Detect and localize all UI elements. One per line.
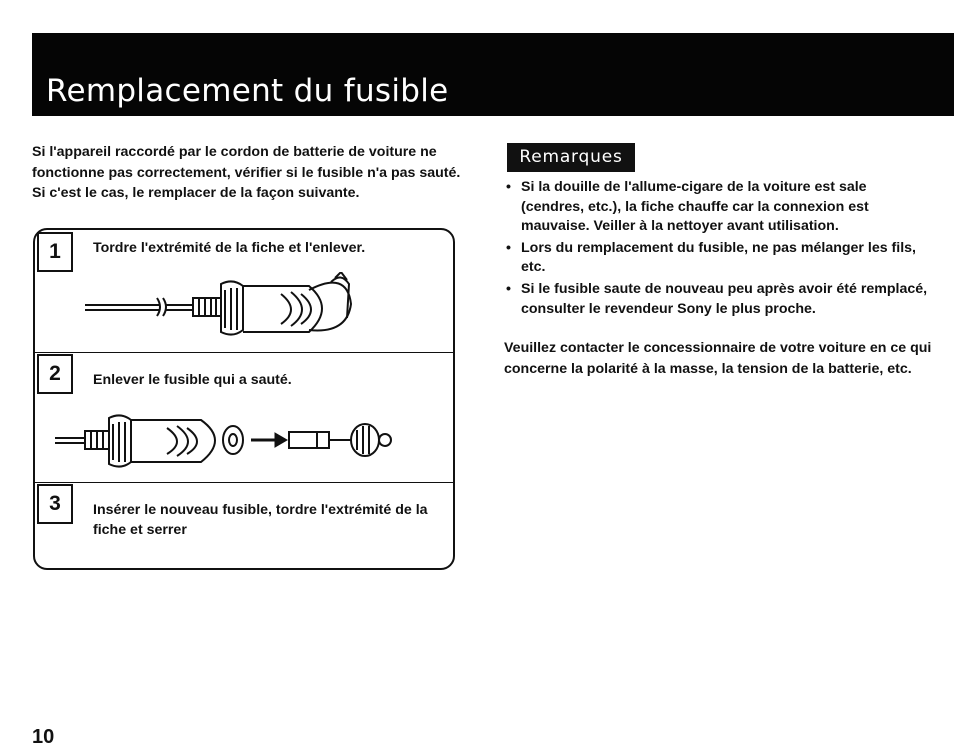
notes-list: [504, 178, 932, 321]
page-number: 10: [32, 726, 55, 748]
note-item: • Si le fusible saute de nouveau peu après avoir été remplacé, consulter le revendeur Sony le plus proche.: [504, 280, 932, 319]
step-divider: [35, 352, 453, 353]
step-1-number: 1: [37, 232, 73, 272]
note-item: • Lors du remplacement du fusible, ne pas mélanger les fils, etc.: [504, 239, 932, 278]
step-divider: [35, 482, 453, 483]
intro-paragraph: Si l'appareil raccordé par le cordon de batterie de voiture ne fonctionne pas correctement, vérifier si le fusible n'a pas sauté. Si c'est le cas, le remplacer de la façon suivante.: [32, 144, 461, 201]
title-bar: [32, 33, 954, 116]
note-item: • Si la douille de l'allume-cigare de la voiture est sale (cendres, etc.), la fiche chauffe car la connexion est mauvaise. Veiller à la nettoyer avant utilisation.: [504, 178, 932, 237]
step-1-text: Tordre l'extrémité de la fiche et l'enlever.: [93, 240, 366, 256]
step-3-text: Insérer le nouveau fusible, tordre l'extrémité de la fiche et serrer: [93, 502, 428, 538]
step-2-number: 2: [37, 354, 73, 394]
plug-twist-illustration: [85, 272, 395, 342]
page-title: Remplacement du fusible: [46, 73, 449, 109]
contact-paragraph: Veuillez contacter le concessionnaire de votre voiture en ce qui concerne la polarité à la masse, la tension de la batterie, etc.: [504, 340, 932, 377]
step-2-text: Enlever le fusible qui a sauté.: [93, 372, 292, 388]
steps-box: [33, 228, 455, 570]
fuse-removal-illustration: [55, 410, 445, 480]
step-3-number: 3: [37, 484, 73, 524]
notes-header: Remarques: [507, 143, 635, 172]
